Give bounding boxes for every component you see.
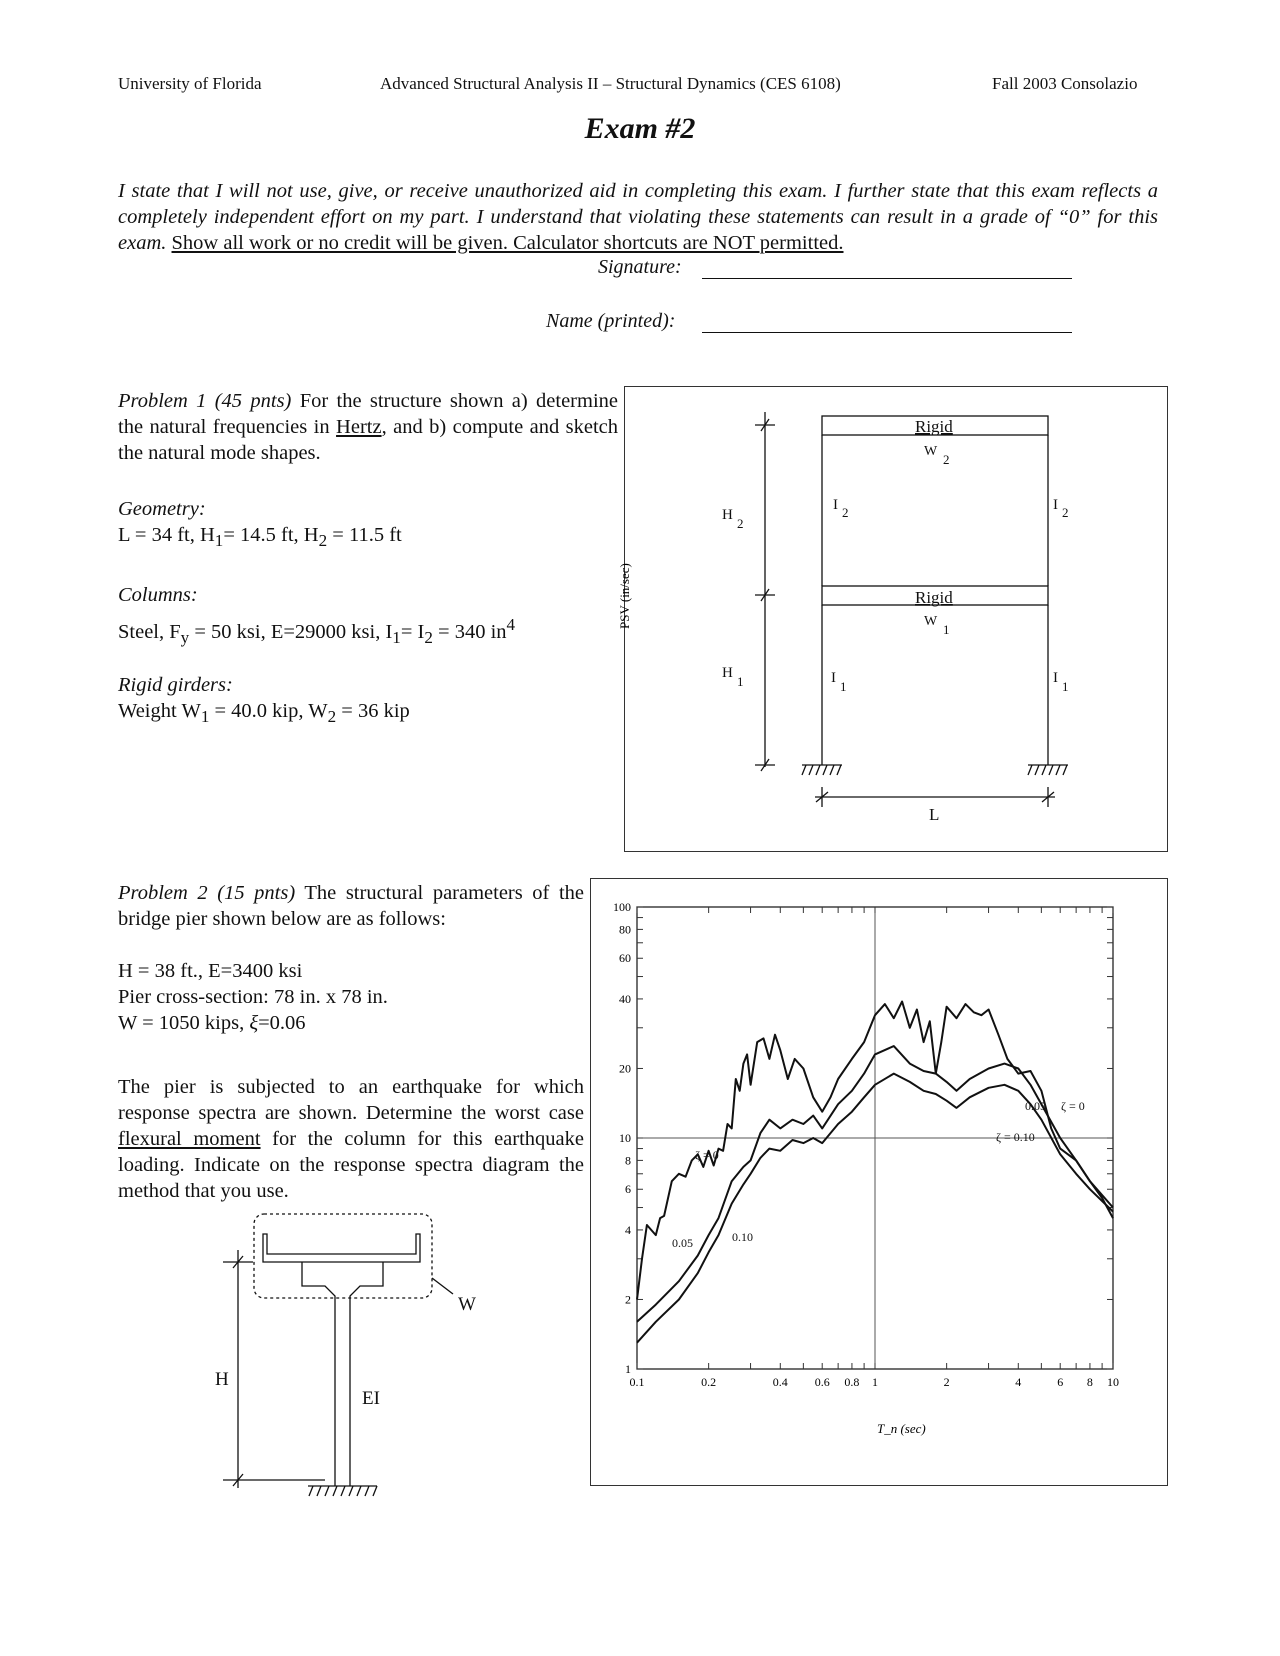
problem2-intro bbox=[118, 880, 584, 932]
mass-dashed-outline bbox=[254, 1214, 432, 1298]
header-course: Advanced Structural Analysis II – Structural Dynamics (CES 6108) bbox=[380, 74, 841, 93]
y-tick-label: 10 bbox=[619, 1131, 631, 1145]
honor-statement bbox=[118, 178, 1158, 256]
y-tick-label: 100 bbox=[613, 900, 631, 914]
pier-h-label: H bbox=[215, 1369, 229, 1390]
problem2-body-b: for the column for this earthquake loading. Indicate on the response spectra diagram the method that you use. bbox=[118, 1128, 584, 1202]
i1-right-label: I bbox=[1053, 670, 1058, 686]
y-tick-label: 2 bbox=[625, 1292, 631, 1307]
fixed-support-right bbox=[1028, 765, 1068, 775]
x-tick-label: 0.1 bbox=[629, 1375, 645, 1389]
x-tick-label: 10 bbox=[1107, 1375, 1119, 1389]
xi-symbol: ξ bbox=[249, 1012, 259, 1034]
geometry-H1: = 14.5 ft, H bbox=[223, 524, 319, 546]
sub-2: 2 bbox=[318, 531, 328, 551]
w2-label: W bbox=[924, 444, 938, 459]
span-label: L bbox=[929, 805, 940, 824]
problem1-heading: Problem 1 (45 pnts) bbox=[118, 390, 292, 412]
sub-2b: 2 bbox=[424, 627, 433, 647]
fixed-support-left bbox=[802, 765, 842, 775]
y-tick-label: 80 bbox=[619, 922, 631, 937]
geometry-label: Geometry: bbox=[118, 498, 206, 520]
girders-W1: Weight W bbox=[118, 700, 201, 722]
header-term: Fall 2003 Consolazio bbox=[992, 74, 1138, 93]
pier-w-label: W bbox=[458, 1294, 476, 1315]
sub-1b: 1 bbox=[392, 627, 401, 647]
geometry-L: L = 34 ft, H bbox=[118, 524, 215, 546]
problem2-H: H = 38 ft., E=3400 ksi bbox=[118, 960, 303, 982]
chart-tick-labels bbox=[613, 900, 1119, 1389]
y-tick-label: 60 bbox=[619, 951, 631, 966]
honor-statement-text: I state that I will not use, give, or receive unauthorized aid in completing this exam. I further state that this exam reflects a completely independent effort on my part. I understand that violating these statements can result in a grade of “0” for this exam. bbox=[118, 180, 1158, 254]
y-tick-label: 40 bbox=[619, 991, 631, 1006]
y-tick-label: 8 bbox=[625, 1153, 631, 1168]
x-tick-label: 8 bbox=[1086, 1375, 1093, 1389]
annot-010-right: ζ = 0.10 bbox=[996, 1130, 1035, 1144]
columns-steel: Steel, F bbox=[118, 620, 181, 643]
pier-fixed-base bbox=[308, 1486, 377, 1496]
w-leader-line bbox=[432, 1278, 453, 1294]
header-university: University of Florida bbox=[118, 74, 262, 93]
y-tick-label: 1 bbox=[625, 1362, 631, 1376]
annot-005-left: 0.05 bbox=[672, 1236, 693, 1250]
x-tick-label: 0.6 bbox=[814, 1375, 830, 1389]
sub-2c: 2 bbox=[327, 707, 337, 727]
pier-ei-label: EI bbox=[362, 1388, 380, 1409]
w2-sub: 2 bbox=[943, 452, 950, 467]
girders-values bbox=[118, 698, 410, 730]
problem2-heading: Problem 2 (15 pnts) bbox=[118, 882, 296, 904]
y-tick-label: 4 bbox=[625, 1222, 631, 1237]
problem2-body-a: The pier is subjected to an earthquake for which response spectra are shown. Determine the worst case bbox=[118, 1076, 584, 1124]
xi-value: =0.06 bbox=[258, 1012, 306, 1034]
problem2-weight bbox=[118, 1010, 306, 1036]
name-line[interactable] bbox=[702, 332, 1072, 333]
honor-statement-warning: Show all work or no credit will be given. Calculator shortcuts are NOT permitted. bbox=[171, 232, 844, 254]
rigid-label-top: Rigid bbox=[915, 417, 953, 436]
columns-inertia: = 340 in bbox=[438, 620, 507, 643]
signature-label: Signature: bbox=[598, 256, 682, 278]
sup-4: 4 bbox=[506, 615, 516, 634]
span-dimension-line bbox=[815, 787, 1055, 807]
pier-column bbox=[302, 1262, 383, 1486]
girders-weight: = 36 kip bbox=[341, 700, 410, 722]
annot-zeta0-left: ζ = 0 bbox=[695, 1148, 719, 1162]
columns-E: = 50 ksi, E=29000 ksi, I bbox=[194, 620, 393, 643]
frame-figure-box bbox=[624, 386, 1168, 852]
two-story-frame-diagram bbox=[625, 387, 1167, 851]
exam-title: Exam #2 bbox=[584, 112, 696, 145]
i2-left-label: I bbox=[833, 497, 838, 513]
sub-1c: 1 bbox=[200, 707, 210, 727]
height-dimension-line bbox=[755, 412, 775, 771]
columns-I2: = I bbox=[400, 620, 425, 643]
h1-sub: 1 bbox=[737, 674, 744, 689]
columns-label: Columns: bbox=[118, 584, 198, 606]
i1-left-label: I bbox=[831, 670, 836, 686]
rigid-label-bottom: Rigid bbox=[915, 588, 953, 607]
h1-label: H bbox=[722, 665, 733, 681]
x-tick-label: 0.2 bbox=[701, 1375, 717, 1389]
girders-label: Rigid girders: bbox=[118, 674, 233, 696]
x-tick-label: 4 bbox=[1015, 1375, 1022, 1389]
i2-left-sub: 2 bbox=[842, 505, 849, 520]
i1-right-sub: 1 bbox=[1062, 679, 1069, 694]
chart-axes bbox=[637, 907, 1113, 1369]
i1-left-sub: 1 bbox=[840, 679, 847, 694]
annot-005-right: 0.05 bbox=[1025, 1099, 1046, 1113]
problem2-intro-text: The structural parameters of the bridge pier shown below are as follows: bbox=[118, 882, 585, 930]
w1-sub: 1 bbox=[943, 622, 950, 637]
problem2-weight-text: W = 1050 kips, bbox=[118, 1012, 245, 1034]
chart-xlabel: T_n (sec) bbox=[877, 1421, 926, 1436]
sub-1: 1 bbox=[214, 531, 224, 551]
columns-values bbox=[118, 612, 515, 651]
geometry-H2: = 11.5 ft bbox=[332, 524, 402, 546]
i2-right-sub: 2 bbox=[1062, 505, 1069, 520]
problem1-text-a: For the structure shown a) determine the natural frequencies in bbox=[118, 390, 618, 438]
y-tick-label: 6 bbox=[625, 1182, 631, 1197]
x-tick-label: 6 bbox=[1057, 1375, 1064, 1389]
w1-label: W bbox=[924, 614, 938, 629]
girders-W2: = 40.0 kip, W bbox=[214, 700, 328, 722]
problem1-statement bbox=[118, 388, 618, 466]
h2-label: H bbox=[722, 507, 733, 523]
i2-right-label: I bbox=[1053, 497, 1058, 513]
name-label: Name (printed): bbox=[546, 310, 676, 332]
geometry-values bbox=[118, 522, 402, 554]
problem1-hertz: Hertz bbox=[336, 416, 382, 438]
h2-sub: 2 bbox=[737, 516, 744, 531]
sub-y: y bbox=[180, 627, 190, 647]
annot-010-left: 0.10 bbox=[732, 1230, 753, 1244]
problem2-body bbox=[118, 1074, 584, 1204]
x-tick-label: 0.8 bbox=[844, 1375, 860, 1389]
problem1-text-b: , and b) compute and sketch the natural mode shapes. bbox=[118, 416, 619, 464]
y-tick-label: 20 bbox=[619, 1061, 631, 1076]
x-tick-label: 1 bbox=[872, 1375, 878, 1389]
problem2-section: Pier cross-section: 78 in. x 78 in. bbox=[118, 986, 388, 1008]
annot-zeta0-right: ζ = 0 bbox=[1061, 1099, 1085, 1113]
bridge-pier-diagram bbox=[205, 1210, 495, 1500]
bridge-deck bbox=[263, 1234, 420, 1262]
chart-ylabel: PSV (in/sec) bbox=[617, 563, 632, 629]
signature-line[interactable] bbox=[702, 278, 1072, 279]
x-tick-label: 2 bbox=[943, 1375, 950, 1389]
x-tick-label: 0.4 bbox=[772, 1375, 788, 1389]
problem2-flexural: flexural moment bbox=[118, 1128, 261, 1150]
